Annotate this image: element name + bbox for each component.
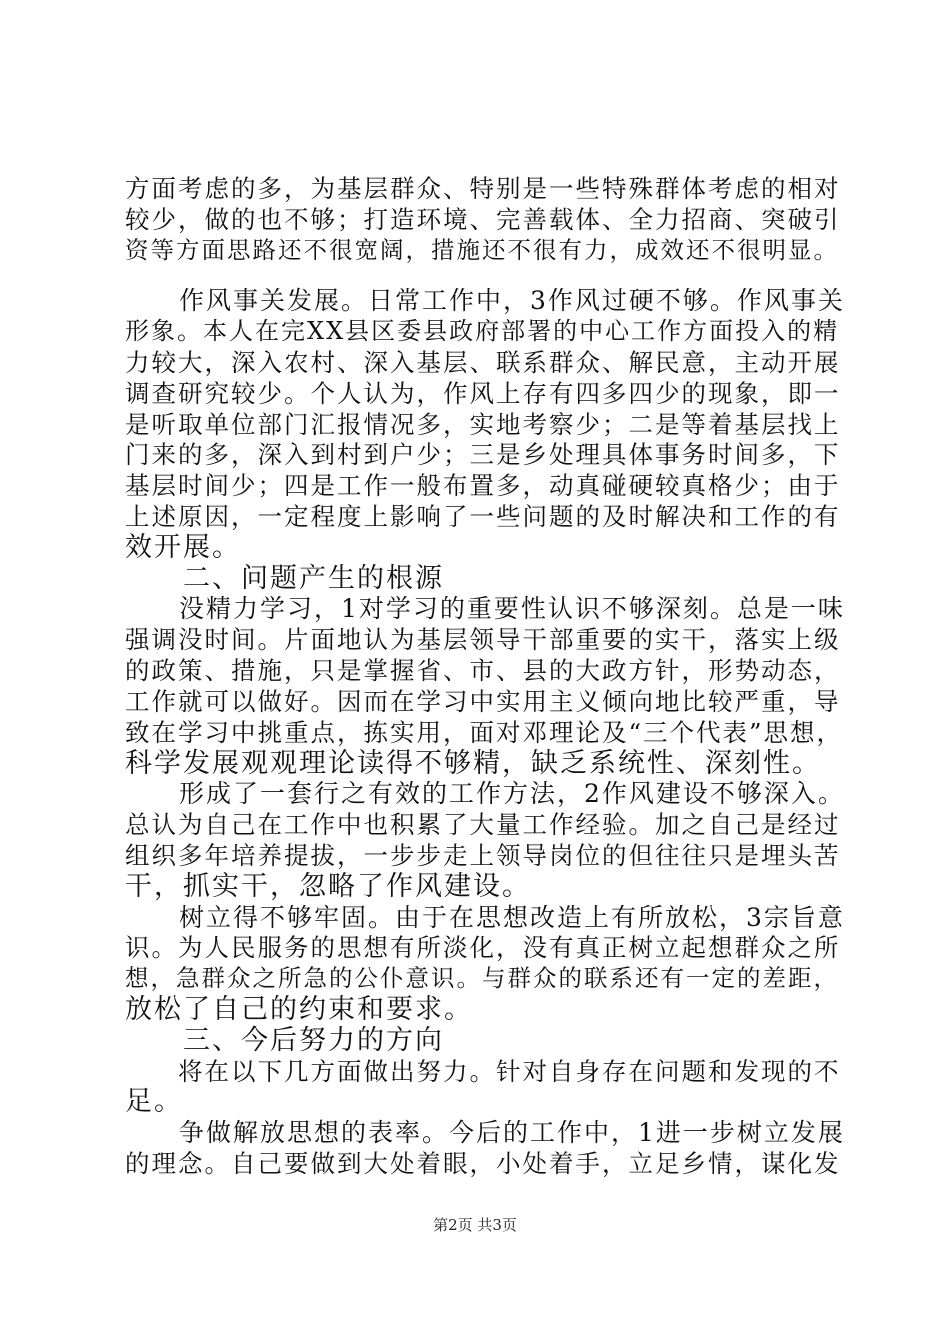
text-line: 组织多年培养提拔，一步步走上领导岗位的但往往只是埋头苦 xyxy=(125,841,841,870)
page-footer: 第2页 共3页 xyxy=(433,1216,517,1234)
text-line: 的理念。自己要做到大处着眼，小处着手，立足乡情，谋化发 xyxy=(125,1149,841,1178)
text-line: 树立得不够牢固。由于在思想改造上有所放松，3宗旨意 xyxy=(125,903,845,932)
text-line: 争做解放思想的表率。今后的工作中，1进一步树立发展 xyxy=(125,1118,845,1147)
text-line: 想，急群众之所急的公仆意识。与群众的联系还有一定的差距， xyxy=(125,964,839,992)
text-line: 总认为自己在工作中也积累了大量工作经验。加之自己是经过 xyxy=(125,810,841,839)
text-line: 门来的多，深入到村到户少；三是乡处理具体事务时间多，下 xyxy=(125,440,841,469)
text-line: 科学发展观观理论读得不够精，缺乏系统性、深刻性。 xyxy=(125,748,821,779)
text-line: 放松了自己的约束和要求。 xyxy=(125,994,473,1025)
section-heading: 二、问题产生的根源 xyxy=(125,563,444,594)
text-line: 致在学习中挑重点，拣实用，面对邓理论及“三个代表”思想， xyxy=(125,718,844,747)
text-line: 调查研究较少。个人认为，作风上存有四多四少的现象，即一 xyxy=(125,379,841,408)
text-line: 作风事关发展。日常工作中，3作风过硬不够。作风事关 xyxy=(125,286,845,315)
text-line: 强调没时间。片面地认为基层领导干部重要的实干，落实上级 xyxy=(125,625,841,654)
text-line: 的政策、措施，只是掌握省、市、县的大政方针，形势动态， xyxy=(125,656,841,685)
text-line: 基层时间少；四是工作一般布置多，动真碰硬较真格少；由于 xyxy=(125,471,841,500)
text-line: 效开展。 xyxy=(125,532,241,563)
text-line: 较少，做的也不够；打造环境、完善载体、全力招商、突破引 xyxy=(125,205,841,234)
text-line: 是听取单位部门汇报情况多，实地考察少；二是等着基层找上 xyxy=(125,410,841,439)
text-line: 没精力学习，1对学习的重要性认识不够深刻。总是一味 xyxy=(125,594,845,623)
text-line: 形象。本人在完XX县区委县政府部署的中心工作方面投入的精 xyxy=(125,317,840,345)
section-heading: 三、今后努力的方向 xyxy=(125,1025,444,1056)
text-line: 识。为人民服务的思想有所淡化，没有真正树立起想群众之所 xyxy=(125,933,841,962)
text-line: 干，抓实干，忽略了作风建设。 xyxy=(125,871,531,902)
text-line: 形成了一套行之有效的工作方法，2作风建设不够深入。 xyxy=(125,779,845,808)
text-line: 上述原因，一定程度上影响了一些问题的及时解决和工作的有 xyxy=(125,502,841,531)
text-line: 力较大，深入农村、深入基层、联系群众、解民意，主动开展 xyxy=(125,348,841,377)
text-line: 方面考虑的多，为基层群众、特别是一些特殊群体考虑的相对 xyxy=(125,174,841,203)
text-line: 工作就可以做好。因而在学习中实用主义倾向地比较严重，导 xyxy=(125,687,841,716)
text-line: 资等方面思路还不很宽阔，措施还不很有力，成效还不很明显。 xyxy=(125,236,839,264)
text-line: 将在以下几方面做出努力。针对自身存在问题和发现的不 xyxy=(125,1057,841,1086)
text-line: 足。 xyxy=(125,1086,183,1117)
